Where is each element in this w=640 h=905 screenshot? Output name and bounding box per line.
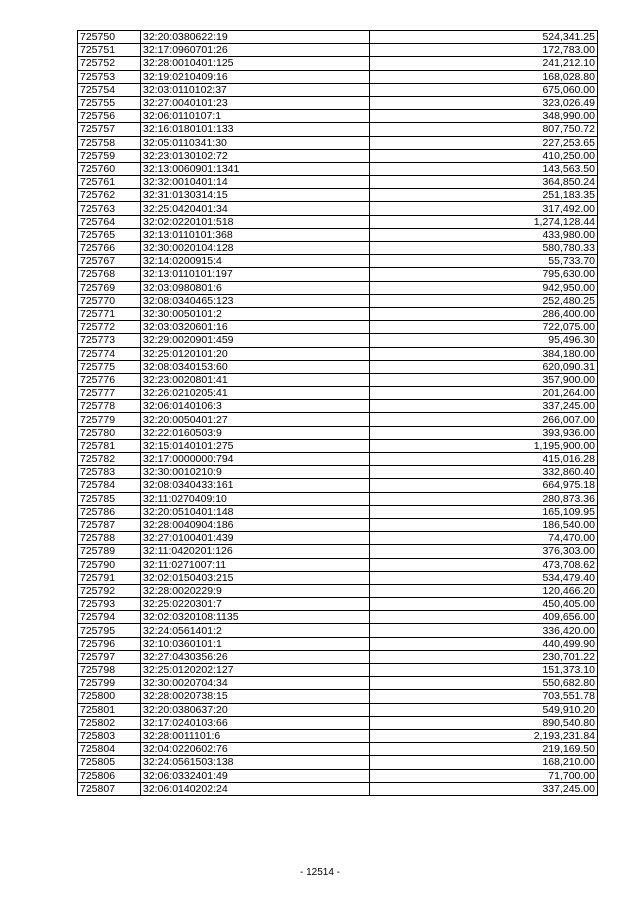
record-id-cell: 725760 [78,162,141,175]
amount-cell: 241,212.10 [370,57,598,70]
amount-cell: 172,783.00 [370,44,598,57]
amount-cell: 549,910.20 [370,703,598,716]
amount-cell: 550,682.80 [370,677,598,690]
table-row [78,110,598,123]
table-row [78,769,598,782]
table-row [78,360,598,373]
table-row [78,96,598,109]
amount-cell: 364,850.24 [370,176,598,189]
table-row [78,479,598,492]
amount-cell: 534,479.40 [370,571,598,584]
cadastral-number-cell: 32:20:0050401:27 [141,413,370,426]
record-id-cell: 725788 [78,532,141,545]
amount-cell: 165,109.95 [370,505,598,518]
table-row [78,294,598,307]
table-row [78,426,598,439]
record-id-cell: 725796 [78,637,141,650]
cadastral-number-cell: 32:11:0271007:11 [141,558,370,571]
amount-cell: 323,026.49 [370,96,598,109]
table-row [78,321,598,334]
table-row [78,215,598,228]
table-row [78,664,598,677]
record-id-cell: 725758 [78,136,141,149]
record-id-cell: 725774 [78,347,141,360]
amount-cell: 95,496.30 [370,334,598,347]
record-id-cell: 725791 [78,571,141,584]
cadastral-number-cell: 32:06:0110107:1 [141,110,370,123]
table-row [78,373,598,386]
amount-cell: 410,250.00 [370,149,598,162]
cadastral-number-cell: 32:17:0960701:26 [141,44,370,57]
amount-cell: 409,656.00 [370,611,598,624]
table-row [78,83,598,96]
table-row [78,466,598,479]
amount-cell: 317,492.00 [370,202,598,215]
cadastral-number-cell: 32:14:0200915:4 [141,255,370,268]
table-row [78,545,598,558]
table-row [78,690,598,703]
record-id-cell: 725773 [78,334,141,347]
amount-cell: 580,780.33 [370,242,598,255]
record-id-cell: 725799 [78,677,141,690]
amount-cell: 1,195,900.00 [370,439,598,452]
table-row [78,413,598,426]
cadastral-number-cell: 32:24:0561401:2 [141,624,370,637]
table-row [78,571,598,584]
table-row [78,505,598,518]
record-id-cell: 725793 [78,598,141,611]
record-id-cell: 725775 [78,360,141,373]
cadastral-number-cell: 32:17:0000000:794 [141,453,370,466]
table-row [78,162,598,175]
record-id-cell: 725764 [78,215,141,228]
table-row [78,492,598,505]
amount-cell: 332,860.40 [370,466,598,479]
record-id-cell: 725751 [78,44,141,57]
cadastral-number-cell: 32:04:0220602:76 [141,743,370,756]
record-id-cell: 725780 [78,426,141,439]
amount-cell: 348,990.00 [370,110,598,123]
amount-cell: 230,701.22 [370,650,598,663]
record-id-cell: 725762 [78,189,141,202]
table-row [78,729,598,742]
amount-cell: 219,169.50 [370,743,598,756]
amount-cell: 74,470.00 [370,532,598,545]
cadastral-number-cell: 32:08:0340433:161 [141,479,370,492]
cadastral-number-cell: 32:03:0980801:6 [141,281,370,294]
records-table-body [78,31,598,796]
amount-cell: 252,480.25 [370,294,598,307]
amount-cell: 337,245.00 [370,400,598,413]
cadastral-number-cell: 32:25:0420401:34 [141,202,370,215]
record-id-cell: 725795 [78,624,141,637]
cadastral-number-cell: 32:30:0020104:128 [141,242,370,255]
table-row [78,281,598,294]
amount-cell: 280,873.36 [370,492,598,505]
amount-cell: 942,950.00 [370,281,598,294]
amount-cell: 143,563.50 [370,162,598,175]
cadastral-number-cell: 32:06:0332401:49 [141,769,370,782]
cadastral-number-cell: 32:02:0320108:1135 [141,611,370,624]
table-row [78,189,598,202]
table-row [78,677,598,690]
amount-cell: 201,264.00 [370,387,598,400]
record-id-cell: 725752 [78,57,141,70]
cadastral-number-cell: 32:08:0340153:60 [141,360,370,373]
record-id-cell: 725754 [78,83,141,96]
table-row [78,44,598,57]
amount-cell: 337,245.00 [370,782,598,795]
table-row [78,611,598,624]
table-row [78,347,598,360]
cadastral-number-cell: 32:10:0360101:1 [141,637,370,650]
cadastral-number-cell: 32:28:0020229:9 [141,584,370,597]
cadastral-number-cell: 32:26:0210205:41 [141,387,370,400]
cadastral-number-cell: 32:02:0150403:215 [141,571,370,584]
record-id-cell: 725771 [78,307,141,320]
record-id-cell: 725768 [78,268,141,281]
table-row [78,31,598,44]
cadastral-number-cell: 32:24:0561503:138 [141,756,370,769]
cadastral-number-cell: 32:02:0220101:518 [141,215,370,228]
record-id-cell: 725800 [78,690,141,703]
amount-cell: 266,007.00 [370,413,598,426]
table-row [78,387,598,400]
cadastral-number-cell: 32:28:0040904:186 [141,518,370,531]
table-row [78,228,598,241]
table-row [78,453,598,466]
table-row [78,268,598,281]
amount-cell: 807,750.72 [370,123,598,136]
table-row [78,176,598,189]
table-row [78,716,598,729]
table-row [78,518,598,531]
cadastral-number-cell: 32:27:0040101:23 [141,96,370,109]
table-row [78,439,598,452]
table-row [78,637,598,650]
cadastral-number-cell: 32:30:0020704:34 [141,677,370,690]
record-id-cell: 725750 [78,31,141,44]
table-row [78,400,598,413]
table-row [78,57,598,70]
table-row [78,307,598,320]
page-number: - 12514 - [299,867,341,878]
record-id-cell: 725761 [78,176,141,189]
record-id-cell: 725790 [78,558,141,571]
record-id-cell: 725778 [78,400,141,413]
record-id-cell: 725770 [78,294,141,307]
record-id-cell: 725787 [78,518,141,531]
record-id-cell: 725753 [78,70,141,83]
cadastral-number-cell: 32:30:0050101:2 [141,307,370,320]
table-row [78,70,598,83]
amount-cell: 376,303.00 [370,545,598,558]
cadastral-number-cell: 32:23:0130102:72 [141,149,370,162]
amount-cell: 675,060.00 [370,83,598,96]
cadastral-number-cell: 32:28:0011101:6 [141,729,370,742]
cadastral-number-cell: 32:25:0120202:127 [141,664,370,677]
cadastral-number-cell: 32:27:0100401:439 [141,532,370,545]
cadastral-number-cell: 32:31:0130314:15 [141,189,370,202]
amount-cell: 703,551.78 [370,690,598,703]
cadastral-number-cell: 32:25:0220301:7 [141,598,370,611]
cadastral-number-cell: 32:28:0010401:125 [141,57,370,70]
cadastral-number-cell: 32:15:0140101:275 [141,439,370,452]
record-id-cell: 725765 [78,228,141,241]
record-id-cell: 725756 [78,110,141,123]
amount-cell: 168,028.80 [370,70,598,83]
amount-cell: 1,274,128.44 [370,215,598,228]
amount-cell: 186,540.00 [370,518,598,531]
cadastral-number-cell: 32:13:0060901:1341 [141,162,370,175]
record-id-cell: 725797 [78,650,141,663]
cadastral-number-cell: 32:17:0240103:66 [141,716,370,729]
cadastral-number-cell: 32:20:0510401:148 [141,505,370,518]
record-id-cell: 725777 [78,387,141,400]
amount-cell: 450,405.00 [370,598,598,611]
record-id-cell: 725763 [78,202,141,215]
table-row [78,334,598,347]
table-row [78,558,598,571]
cadastral-number-cell: 32:06:0140202:24 [141,782,370,795]
amount-cell: 664,975.18 [370,479,598,492]
amount-cell: 357,900.00 [370,373,598,386]
cadastral-number-cell: 32:22:0160503:9 [141,426,370,439]
record-id-cell: 725804 [78,743,141,756]
record-id-cell: 725759 [78,149,141,162]
cadastral-number-cell: 32:30:0010210:9 [141,466,370,479]
table-row [78,624,598,637]
table-row [78,149,598,162]
record-id-cell: 725779 [78,413,141,426]
cadastral-number-cell: 32:28:0020738:15 [141,690,370,703]
record-id-cell: 725772 [78,321,141,334]
table-row [78,242,598,255]
cadastral-number-cell: 32:19:0210409:16 [141,70,370,83]
amount-cell: 524,341.25 [370,31,598,44]
records-table [77,30,598,796]
record-id-cell: 725766 [78,242,141,255]
table-row [78,584,598,597]
amount-cell: 336,420.00 [370,624,598,637]
record-id-cell: 725792 [78,584,141,597]
record-id-cell: 725803 [78,729,141,742]
amount-cell: 286,400.00 [370,307,598,320]
cadastral-number-cell: 32:13:0110101:197 [141,268,370,281]
cadastral-number-cell: 32:03:0320601:16 [141,321,370,334]
record-id-cell: 725785 [78,492,141,505]
amount-cell: 795,630.00 [370,268,598,281]
cadastral-number-cell: 32:27:0430356:26 [141,650,370,663]
cadastral-number-cell: 32:13:0110101:368 [141,228,370,241]
cadastral-number-cell: 32:06:0140106:3 [141,400,370,413]
amount-cell: 473,708.62 [370,558,598,571]
record-id-cell: 725805 [78,756,141,769]
amount-cell: 2,193,231.84 [370,729,598,742]
table-row [78,782,598,795]
table-row [78,255,598,268]
table-row [78,202,598,215]
amount-cell: 120,466.20 [370,584,598,597]
record-id-cell: 725786 [78,505,141,518]
amount-cell: 393,936.00 [370,426,598,439]
record-id-cell: 725802 [78,716,141,729]
record-id-cell: 725783 [78,466,141,479]
cadastral-number-cell: 32:25:0120101:20 [141,347,370,360]
amount-cell: 251,183.35 [370,189,598,202]
record-id-cell: 725801 [78,703,141,716]
amount-cell: 415,016.28 [370,453,598,466]
record-id-cell: 725757 [78,123,141,136]
amount-cell: 384,180.00 [370,347,598,360]
cadastral-number-cell: 32:20:0380637:20 [141,703,370,716]
table-row [78,650,598,663]
record-id-cell: 725782 [78,453,141,466]
table-row [78,123,598,136]
amount-cell: 890,540.80 [370,716,598,729]
table-row [78,756,598,769]
cadastral-number-cell: 32:32:0010401:14 [141,176,370,189]
cadastral-number-cell: 32:05:0110341:30 [141,136,370,149]
cadastral-number-cell: 32:29:0020901:459 [141,334,370,347]
cadastral-number-cell: 32:03:0110102:37 [141,83,370,96]
record-id-cell: 725781 [78,439,141,452]
cadastral-number-cell: 32:11:0420201:126 [141,545,370,558]
amount-cell: 168,210.00 [370,756,598,769]
amount-cell: 55,733.70 [370,255,598,268]
amount-cell: 620,090.31 [370,360,598,373]
record-id-cell: 725776 [78,373,141,386]
cadastral-number-cell: 32:23:0020801:41 [141,373,370,386]
record-id-cell: 725807 [78,782,141,795]
record-id-cell: 725755 [78,96,141,109]
table-row [78,136,598,149]
amount-cell: 440,499.90 [370,637,598,650]
amount-cell: 433,980.00 [370,228,598,241]
record-id-cell: 725767 [78,255,141,268]
amount-cell: 71,700.00 [370,769,598,782]
record-id-cell: 725769 [78,281,141,294]
cadastral-number-cell: 32:20:0380622:19 [141,31,370,44]
record-id-cell: 725794 [78,611,141,624]
cadastral-number-cell: 32:11:0270409:10 [141,492,370,505]
record-id-cell: 725798 [78,664,141,677]
table-row [78,532,598,545]
table-row [78,598,598,611]
amount-cell: 227,253.65 [370,136,598,149]
record-id-cell: 725789 [78,545,141,558]
amount-cell: 151,373.10 [370,664,598,677]
table-row [78,743,598,756]
amount-cell: 722,075.00 [370,321,598,334]
record-id-cell: 725806 [78,769,141,782]
record-id-cell: 725784 [78,479,141,492]
cadastral-number-cell: 32:16:0180101:133 [141,123,370,136]
cadastral-number-cell: 32:08:0340465:123 [141,294,370,307]
table-row [78,703,598,716]
